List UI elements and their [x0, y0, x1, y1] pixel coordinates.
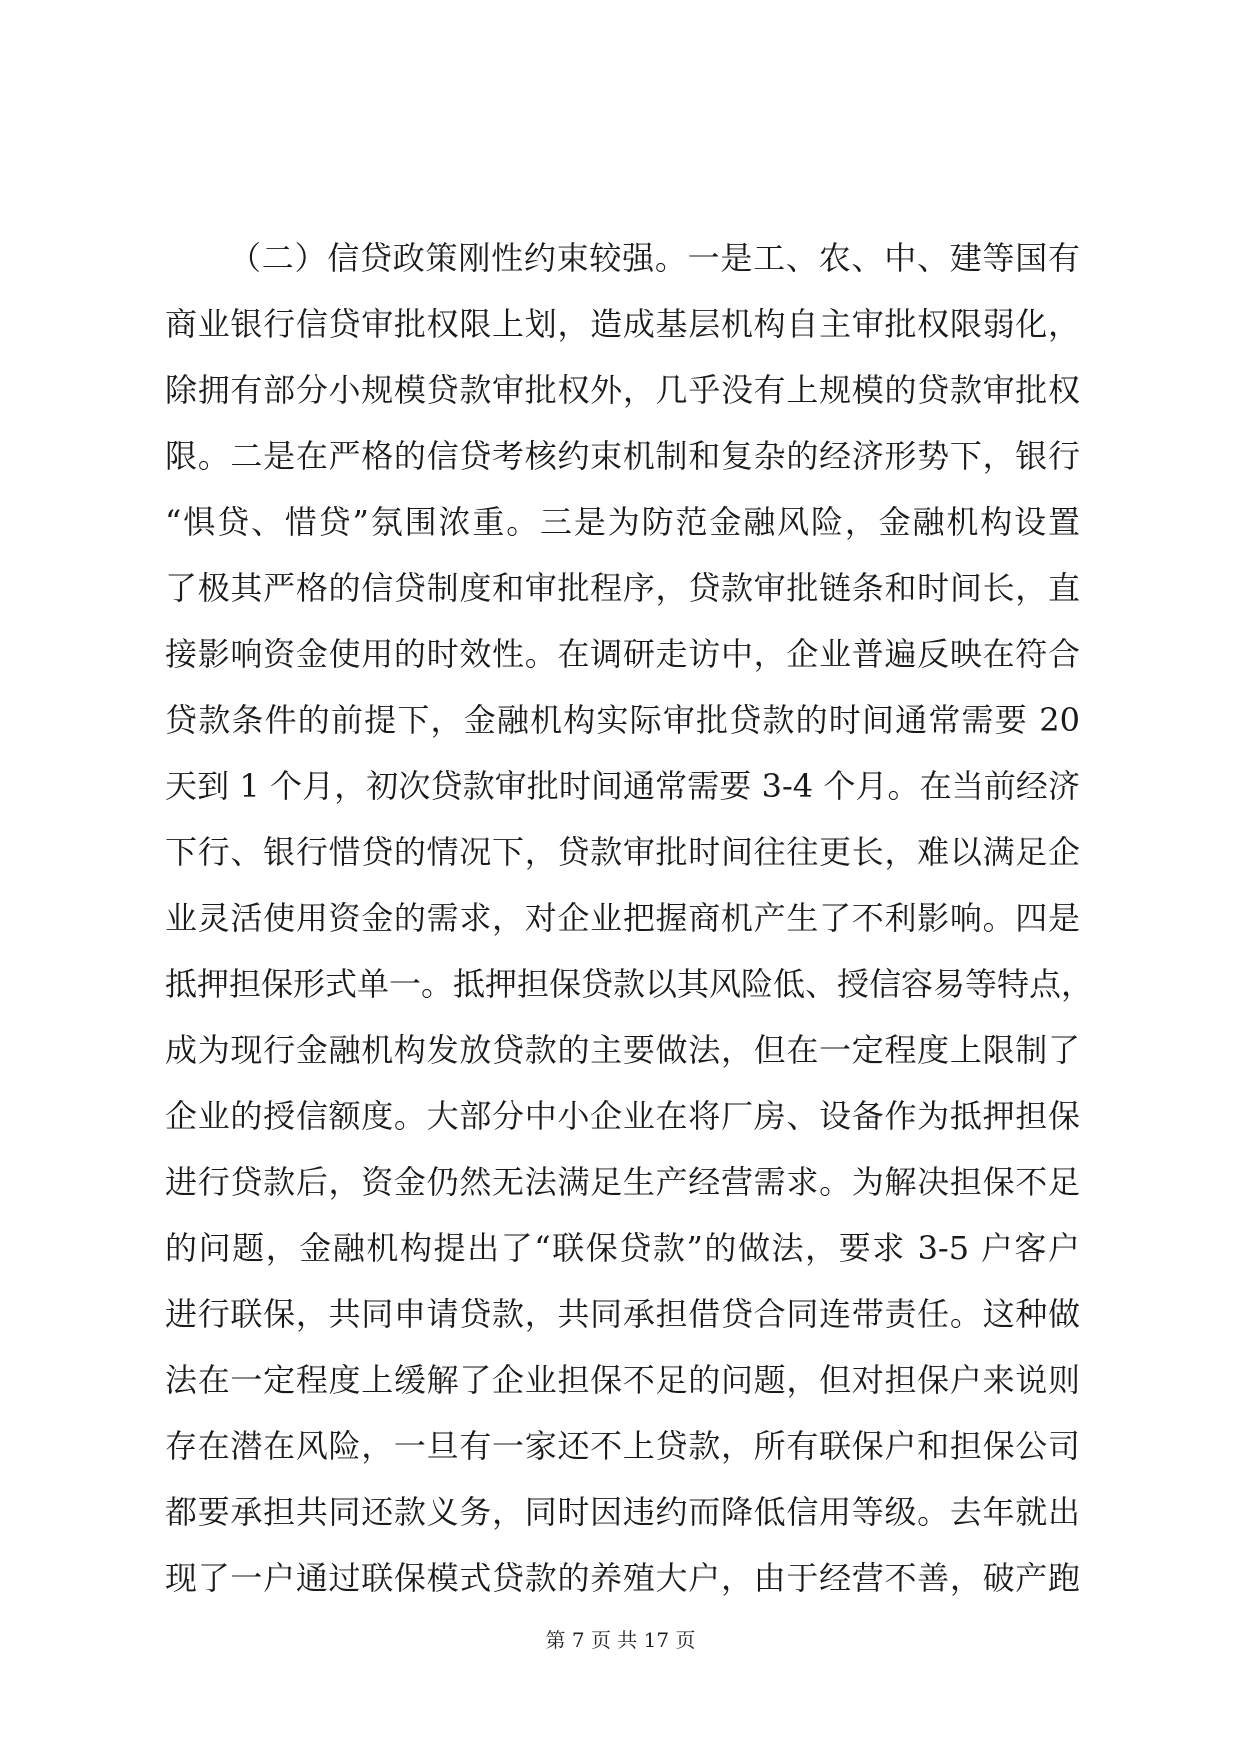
text-line: 进行贷款后，资金仍然无法满足生产经营需求。为解决担保不足: [165, 1163, 1080, 1201]
text-line: 商业银行信贷审批权限上划，造成基层机构自主审批权限弱化，: [165, 305, 1080, 343]
text-line: 了极其严格的信贷制度和审批程序，贷款审批链条和时间长，直: [165, 569, 1080, 607]
text-line: 成为现行金融机构发放贷款的主要做法，但在一定程度上限制了: [165, 1031, 1080, 1069]
text-line: 接影响资金使用的时效性。在调研走访中，企业普遍反映在符合: [165, 635, 1080, 673]
text-line: 存在潜在风险，一旦有一家还不上贷款，所有联保户和担保公司: [165, 1427, 1080, 1465]
text-line: 贷款条件的前提下，金融机构实际审批贷款的时间通常需要 20: [165, 701, 1080, 739]
text-line: 现了一户通过联保模式贷款的养殖大户，由于经营不善，破产跑: [165, 1559, 1080, 1597]
text-line: 下行、银行惜贷的情况下，贷款审批时间往往更长，难以满足企: [165, 833, 1080, 871]
text-line: 业灵活使用资金的需求，对企业把握商机产生了不利影响。四是: [165, 899, 1080, 937]
text-line: 除拥有部分小规模贷款审批权外，几乎没有上规模的贷款审批权: [165, 371, 1080, 409]
text-line: “惧贷、惜贷”氛围浓重。三是为防范金融风险，金融机构设置: [165, 503, 1080, 541]
text-line: 抵押担保形式单一。抵押担保贷款以其风险低、授信容易等特点，: [165, 965, 1094, 1003]
body-paragraph: [165, 225, 1094, 1611]
text-line: 法在一定程度上缓解了企业担保不足的问题，但对担保户来说则: [165, 1361, 1080, 1399]
text-line: 都要承担共同还款义务，同时因违约而降低信用等级。去年就出: [165, 1493, 1080, 1531]
text-line: 限。二是在严格的信贷考核约束机制和复杂的经济形势下，银行: [165, 437, 1080, 475]
text-line: （二）信贷政策刚性约束较强。一是工、农、中、建等国有: [229, 239, 1080, 277]
text-line: 天到 1 个月，初次贷款审批时间通常需要 3-4 个月。在当前经济: [165, 767, 1080, 805]
text-line: 进行联保，共同申请贷款，共同承担借贷合同连带责任。这种做: [165, 1295, 1080, 1333]
text-line: 的问题，金融机构提出了“联保贷款”的做法，要求 3-5 户客户: [165, 1229, 1080, 1267]
text-line: 企业的授信额度。大部分中小企业在将厂房、设备作为抵押担保: [165, 1097, 1080, 1135]
page-number-footer: 第 7 页 共 17 页: [545, 1628, 696, 1652]
